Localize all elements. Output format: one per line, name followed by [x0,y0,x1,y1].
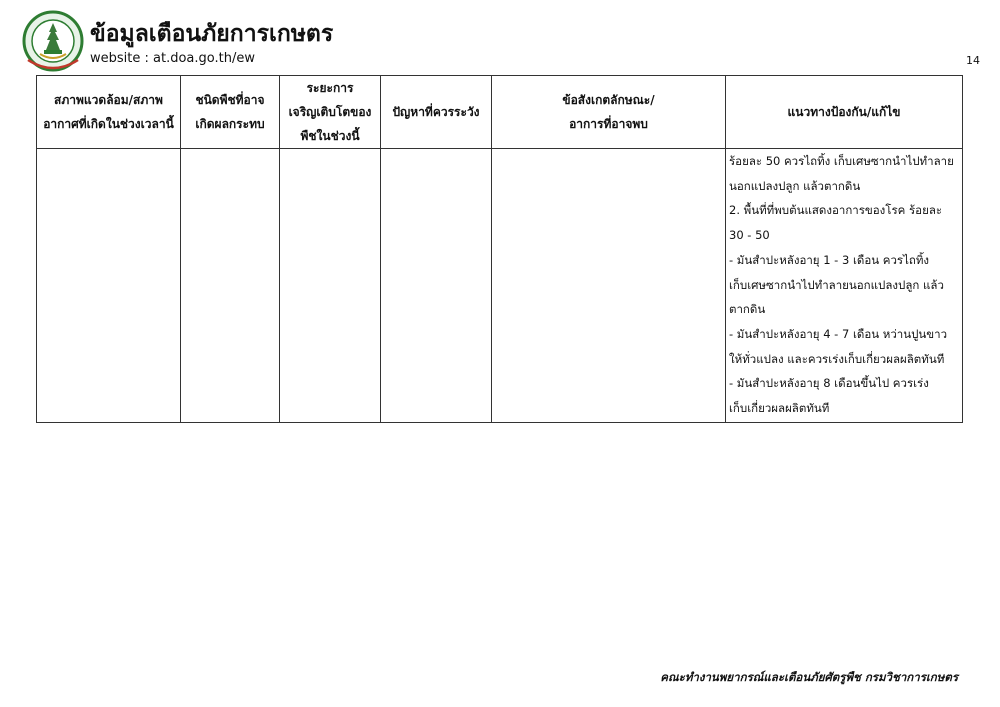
solution-line: 2. พื้นที่ที่พบต้นแสดงอาการของโรค ร้อยละ [729,203,943,218]
solution-line: เก็บเกี่ยวผลผลิตทันที [729,401,830,416]
solution-text [726,149,962,421]
header-environment: สภาพแวดล้อม/สภาพ อากาศที่เกิดในช่วงเวลานี้ [37,76,181,149]
page-number: 14 [966,54,980,67]
solution-line: เก็บเศษซากนำไปทำลายนอกแปลงปลูก แล้ว [729,277,944,292]
cell-symptoms [492,149,726,423]
cell-problem [381,149,492,423]
cell-growth-stage [280,149,381,423]
cell-crop [181,149,280,423]
solution-line: - มันสำปะหลังอายุ 4 - 7 เดือน หว่านปูนขาว [729,326,948,341]
solution-line: ให้ทั่วแปลง และควรเร่งเก็บเกี่ยวผลผลิตทันที [729,351,945,366]
table-header-row [37,76,963,149]
solution-line: - มันสำปะหลังอายุ 1 - 3 เดือน ควรไถทิ้ง [729,252,930,267]
website-url[interactable]: website : at.doa.go.th/ew [90,51,255,66]
header-crop: ชนิดพืชที่อาจ เกิดผลกระทบ [181,76,280,149]
warning-table [36,75,963,423]
header-growth-stage: ระยะการ เจริญเติบโตของ พืชในช่วงนี้ [280,76,381,149]
header-symptoms: ข้อสังเกตลักษณะ/ อาการที่อาจพบ [492,76,726,149]
doa-seal-icon [22,10,84,72]
cell-solution [726,149,963,423]
page-title: ข้อมูลเตือนภัยการเกษตร [90,21,334,47]
page-footer: คณะทำงานพยากรณ์และเตือนภัยศัตรูพืช กรมวิชาการเกษตร [660,670,958,684]
page-header [22,10,982,74]
solution-line: - มันสำปะหลังอายุ 8 เดือนขึ้นไป ควรเร่ง [729,376,929,391]
table-row [37,149,963,423]
solution-line: ร้อยละ 50 ควรไถทิ้ง เก็บเศษซากนำไปทำลาย [729,154,954,168]
header-solution: แนวทางป้องกัน/แก้ไข [726,76,963,149]
solution-line: ตากดิน [729,302,766,317]
solution-line: นอกแปลงปลูก แล้วตากดิน [729,178,861,193]
cell-environment [37,149,181,423]
header-problem: ปัญหาที่ควรระวัง [381,76,492,149]
solution-line: 30 - 50 [729,228,770,243]
